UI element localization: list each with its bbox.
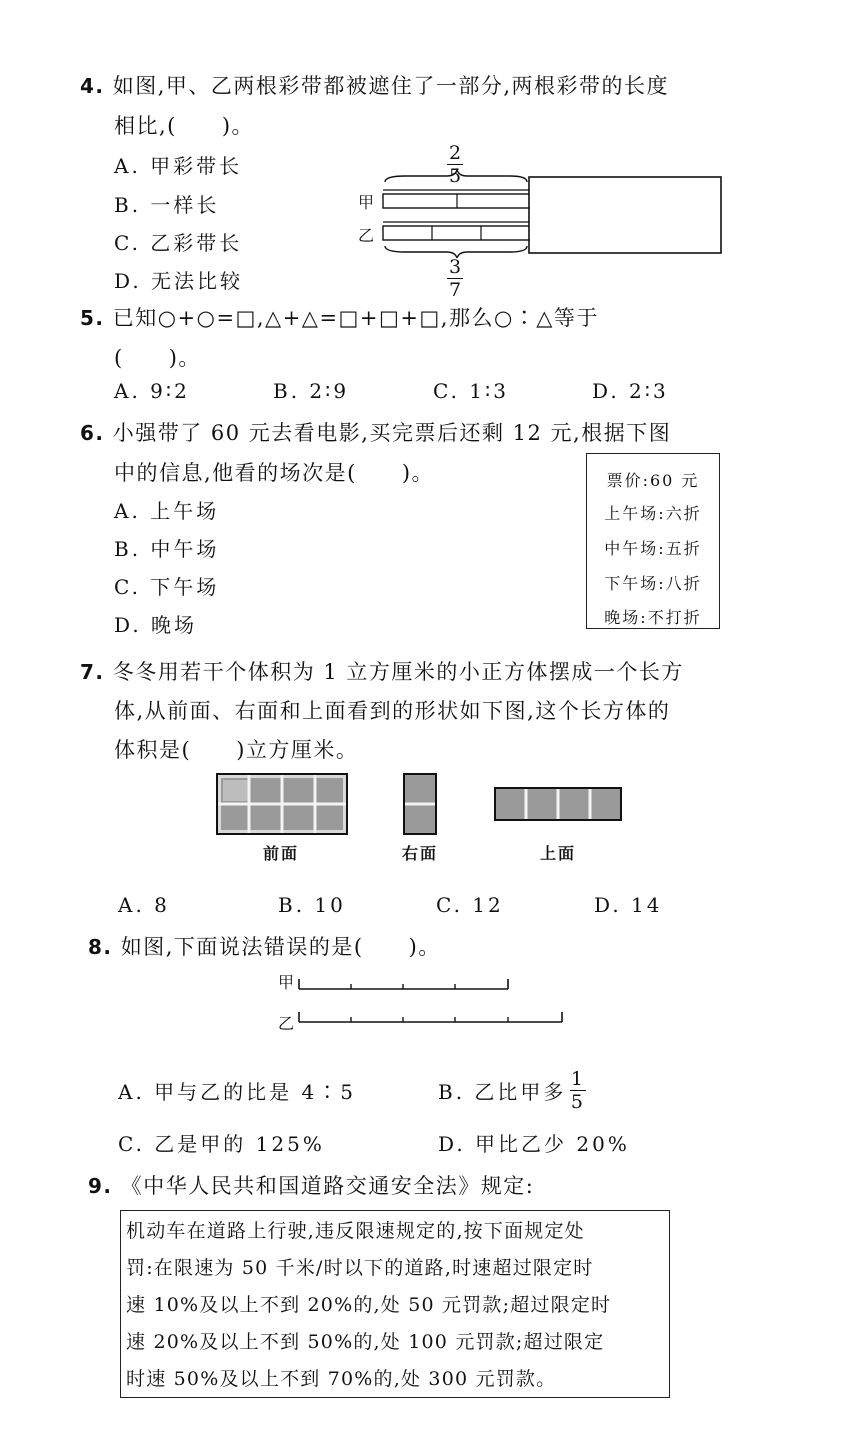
q8-label-yi: 乙 xyxy=(278,1014,297,1033)
q7-label-front: 前面 xyxy=(263,844,300,863)
q4-frac-bottom-den: 7 xyxy=(448,279,462,301)
q6-price-line-1: 上午场:六折 xyxy=(604,504,702,523)
q4-stem-2: 相比,( )。 xyxy=(114,114,255,138)
q5-option-d[interactable]: D. 2∶3 xyxy=(592,379,669,403)
q6-price-line-4: 晚场:不打折 xyxy=(604,608,702,627)
q4-text-line1 xyxy=(80,70,669,100)
q6-number: 6. xyxy=(80,421,105,445)
q7-number: 7. xyxy=(80,660,105,684)
q7-option-c[interactable]: C. 12 xyxy=(436,893,504,917)
q7-right-view xyxy=(403,773,437,835)
q8-option-b-num: 1 xyxy=(570,1068,586,1090)
q4-frac-top-num: 2 xyxy=(448,142,462,164)
q6-price-line-0: 票价:60 元 xyxy=(606,471,700,490)
q8-option-a[interactable]: A. 甲与乙的比是 4∶5 xyxy=(118,1080,356,1104)
q6-stem-2: 中的信息,他看的场次是( )。 xyxy=(114,461,435,485)
q8-option-c[interactable]: C. 乙是甲的 125% xyxy=(118,1132,325,1156)
q8-option-b[interactable] xyxy=(438,1068,586,1113)
q7-label-top: 上面 xyxy=(540,844,577,863)
q9-law-box xyxy=(120,1210,670,1398)
q6-price-line-3: 下午场:八折 xyxy=(604,574,702,593)
q4-number: 4. xyxy=(80,74,105,98)
q7-option-b[interactable]: B. 10 xyxy=(278,893,346,917)
q8-stem-1: 如图,下面说法错误的是( )。 xyxy=(120,935,441,959)
q6-stem-1: 小强带了 60 元去看电影,买完票后还剩 12 元,根据下图 xyxy=(112,421,672,445)
q4-frac-bottom-num: 3 xyxy=(448,256,462,278)
q8-segments-figure xyxy=(296,975,571,1030)
q8-option-b-text: B. 乙比甲多 xyxy=(438,1080,567,1104)
q8-option-b-fraction xyxy=(570,1068,586,1113)
q6-price-box xyxy=(586,453,720,629)
q7-option-d[interactable]: D. 14 xyxy=(594,893,663,917)
q9-box-line-1: 罚:在限速为 50 千米/时以下的道路,时速超过限定时 xyxy=(126,1257,594,1279)
q7-front-view xyxy=(216,773,348,835)
q4-ribbon-figure xyxy=(375,168,725,258)
q5-stem-2: ( )。 xyxy=(114,346,201,370)
q4-stem-1: 如图,甲、乙两根彩带都被遮住了一部分,两根彩带的长度 xyxy=(112,74,670,98)
q5-option-c[interactable]: C. 1∶3 xyxy=(433,379,509,403)
q4-label-yi: 乙 xyxy=(358,226,377,245)
q7-stem-2: 体,从前面、右面和上面看到的形状如下图,这个长方体的 xyxy=(114,699,671,723)
q9-box-line-0: 机动车在道路上行驶,违反限速规定的,按下面规定处 xyxy=(126,1220,585,1242)
q6-price-line-2: 中午场:五折 xyxy=(604,539,702,558)
q4-frac-top-den: 5 xyxy=(448,165,462,187)
q7-option-a[interactable]: A. 8 xyxy=(118,893,170,917)
q5-text-line1 xyxy=(80,302,599,332)
q4-option-b[interactable]: B. 一样长 xyxy=(114,193,220,217)
q4-option-c[interactable]: C. 乙彩带长 xyxy=(114,231,243,255)
q4-option-d[interactable]: D. 无法比较 xyxy=(114,269,244,293)
q7-label-right: 右面 xyxy=(402,844,439,863)
q9-number: 9. xyxy=(88,1174,113,1198)
q9-stem-1: 《中华人民共和国道路交通安全法》规定: xyxy=(120,1174,535,1198)
q9-text-line1 xyxy=(88,1170,534,1200)
q5-option-b[interactable]: B. 2∶9 xyxy=(273,379,350,403)
q9-box-line-4: 时速 50%及以上不到 70%的,处 300 元罚款。 xyxy=(126,1368,557,1390)
q6-option-b[interactable]: B. 中午场 xyxy=(114,537,220,561)
q6-option-a[interactable]: A. 上午场 xyxy=(114,499,220,523)
q6-option-c[interactable]: C. 下午场 xyxy=(114,575,220,599)
q9-box-line-2: 速 10%及以上不到 20%的,处 50 元罚款;超过限定时 xyxy=(126,1294,612,1316)
q4-fraction-bottom xyxy=(447,256,463,301)
q4-label-jia: 甲 xyxy=(358,193,377,212)
q6-option-d[interactable]: D. 晚场 xyxy=(114,613,198,637)
q8-option-b-den: 5 xyxy=(570,1091,586,1113)
q7-stem-1: 冬冬用若干个体积为 1 立方厘米的小正方体摆成一个长方 xyxy=(112,660,684,684)
q4-option-a[interactable]: A. 甲彩带长 xyxy=(114,154,243,178)
q7-top-view xyxy=(494,787,622,821)
q8-label-jia: 甲 xyxy=(278,973,297,992)
q5-option-a[interactable]: A. 9∶2 xyxy=(114,379,190,403)
q8-text-line1 xyxy=(88,931,441,961)
q5-number: 5. xyxy=(80,306,105,330)
q7-text-line1 xyxy=(80,656,684,686)
q6-text-line1 xyxy=(80,417,671,447)
q5-stem-1: 已知○+○=□,△+△=□+□+□,那么○∶△等于 xyxy=(112,306,599,330)
q8-option-d[interactable]: D. 甲比乙少 20% xyxy=(438,1132,630,1156)
q7-stem-3: 体积是( )立方厘米。 xyxy=(114,738,359,762)
q8-number: 8. xyxy=(88,935,113,959)
q9-box-line-3: 速 20%及以上不到 50%的,处 100 元罚款;超过限定 xyxy=(126,1331,605,1353)
